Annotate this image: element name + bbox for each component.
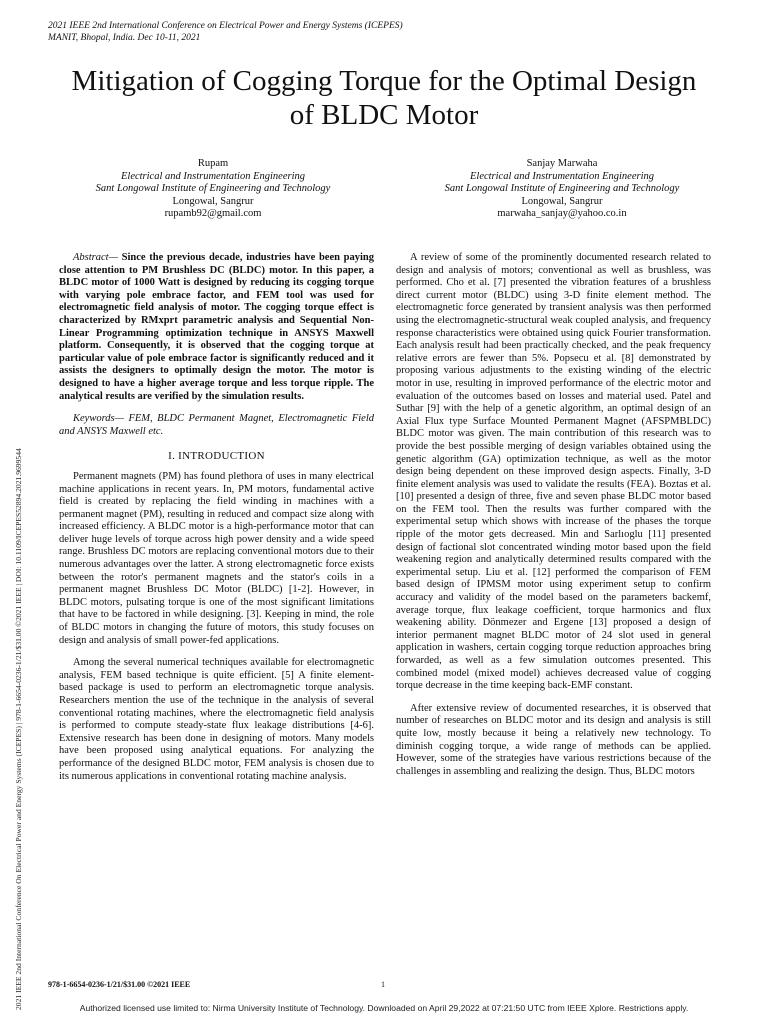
author-institute: Sant Longowal Institute of Engineering and Technology	[95, 183, 331, 194]
footer-isbn: 978-1-6654-0236-1/21/$31.00 ©2021 IEEE	[48, 980, 191, 989]
author-institute: Sant Longowal Institute of Engineering and Technology	[444, 183, 680, 194]
left-column	[59, 252, 374, 793]
conference-name: 2021 IEEE 2nd International Conference on Electrical Power and Energy Systems (ICEPES)	[48, 21, 403, 31]
abstract-label: Abstract—	[73, 252, 118, 263]
author-email[interactable]: marwaha_sanjay@yahoo.co.in	[497, 208, 627, 219]
author-city: Longowal, Sangrur	[521, 195, 603, 207]
body-paragraph: Permanent magnets (PM) has found plethora of uses in many electrical machine applications in recent years. In, PM motors, fundamental active field is created by replacing the field winding in machines with a permanent magnet (PM), resulting in reduced and compact size along with increased efficiency. A BLDC motor is a high-performance motor that can deliver huge levels of torque across high power density and a wide speed range. Brushless DC motors are replacing conventional motors due to their numerous advantages over the latter. A strong electromagnetic force exists between the rotor's permanent magnets and the stator's coils in a permanent magnet Brushless DC Motor (BLDC) [1-2]. However, in BLDC motors, pulsating torque is one of the most significant limitations that have to be factored in while designing. [3]. Keeping in mind, the role of BLDC motors in changing the future of motors, this study focuses on design and analysis of small power-fed applications.	[59, 470, 374, 646]
paper-title: Mitigation of Cogging Torque for the Optimal Design of BLDC Motor	[71, 65, 697, 131]
page-number: 1	[381, 980, 385, 989]
license-notice: Authorized licensed use limited to: Nirma University Institute of Technology. Downloaded on April 29,2022 at 07:21:50 UTC from IEEE Xplore. Restrictions apply.	[79, 1003, 689, 1013]
author-name: Sanjay Marwaha	[526, 158, 598, 169]
abstract-text: Since the previous decade, industries have been paying close attention to PM Brushless DC (BLDC) motor. In this paper, a BLDC motor of 1000 Watt is designed by reducing its cogging torque with varying pole embrace factor, and FEM tool was used for electromagnetic field analysis of motor. The cogging torque effect is characterized by RMxprt parametric analysis and Sequential Non-Linear Programming optimization technique in ANSYS Maxwell platform. Consequently, it is observed that the cogging torque at particular value of pole embrace factor is significantly reduced and it assists the designers to optimally design the motor. The motor is designed to have a higher average torque and less torque ripple. The analytical results are verified by the simulation results.	[59, 252, 374, 402]
author-department: Electrical and Instrumentation Engineering	[469, 170, 654, 182]
body-paragraph: A review of some of the prominently documented research related to design and analysis of motors; conventional as well as brushless, was performed. Cho et al. [7] presented the vibration features of a brushless direct current motor (BLDC) using 3-D finite element method. The electromagnetic force generated by transient analysis was then performed using the electromagnetic-structural weak coupled analysis, and frequency response characteristics were obtained using quick Fourier transformation. Each analysis result had been practically checked, and the peak frequency relative errors are fewer than 5%. Popsecu et al. [8] demonstrated by proposing various adjustments to the existing winding of the electric motor in use, resulting in improved performance of the electric motor and evaluation of the outcomes based on losses and material used. Patel and Suthar [9] with the help of a genetic algorithm, an optimal design of an Axial Flux type Surface Mounted Permanent Magnet (AFSPMBLDC) BLDC motor was given. The main contribution of this research was to provide the best possible merging of design variables obtained using the genetic algorithm (GA) optimization technique, as well as the motor design being dependent on these improved design aspects. Finally, 3-D finite element analysis was used to validate the results (FEA). Boztas et al. [10] presented a design of three, five and seven phase BLDC motor based on the FEM tool. Then the results was further compared with the experimental setup which shows with increase of the phases the torque ripple of the motor gets decreased. Min and Sarlıoglu [11] presented design of factional slot concentrated winding motor based upon the field weakening region and analytically determined results compared with the experimental setup. Liu et al. [12] performed the comparison of FEM based design of IPMSM motor using experiment setup to confirm accuracy and validity of the model based on the parameters backemf, average torque, flux leakage coefficient, torque harmonics and flux weakening ability. Dönmezer and Ergene [13] proposed a design of interior permanent magnet BLDC motor of 24 slot used in general application in washers, certain cogging torque reduction approaches bring forwarded, as well as a few simulation outcomes presented. This combined model (mixed model) achieves decreased value of cogging torque decrease in the time keeping back-EMF constant.	[396, 252, 711, 692]
author-name: Rupam	[197, 158, 229, 169]
author-block-2	[397, 158, 727, 221]
author-email[interactable]: rupamb92@gmail.com	[164, 208, 262, 219]
side-doi-banner: 2021 IEEE 2nd International Conference On Electrical Power and Energy Systems (ICEPES) | 978-1-6654-0236-1/21/$31.00 ©2021 IEEE | DOI: 10.1109/ICEPES52894.2021.9699544	[14, 448, 23, 1010]
abstract	[59, 252, 374, 403]
body-paragraph: Among the several numerical techniques available for electromagnetic analysis, FEM based technique is quite efficient. [5] A finite element-based package is used to perform an electromagnetic torque analysis. Researchers mention the use of the technique in the analysis of several conventional rotating machines, where the electromagnetic field analysis is performed to compute steady-state flux leakage distributions [4-6]. Extensive research has been done in designing of motors. Many models have been proposed using analytical equations. For analyzing the performance of the designed BLDC motor, FEM analysis is chosen due to its numerous applications in conventional rotating machine analysis.	[59, 657, 374, 782]
author-block-1	[48, 158, 378, 221]
conference-venue: MANIT, Bhopal, India. Dec 10-11, 2021	[48, 33, 201, 43]
conference-header	[48, 20, 403, 44]
section-heading-introduction: I. INTRODUCTION	[168, 450, 265, 463]
author-city: Longowal, Sangrur	[172, 195, 254, 207]
keywords: Keywords— FEM, BLDC Permanent Magnet, Electromagnetic Field and ANSYS Maxwell etc.	[59, 413, 374, 437]
body-paragraph: After extensive review of documented researches, it is observed that number of researches on BLDC motor and its design and analysis is still quite low, mostly because it being a relatively new technology. To diminish cogging torque, a wide range of methods can be applied. However, some of the strategies have various restrictions because of the challenges in assembling and realizing the design. Thus, BLDC motors	[396, 702, 711, 777]
author-department: Electrical and Instrumentation Engineering	[120, 170, 305, 182]
right-column	[396, 252, 711, 788]
